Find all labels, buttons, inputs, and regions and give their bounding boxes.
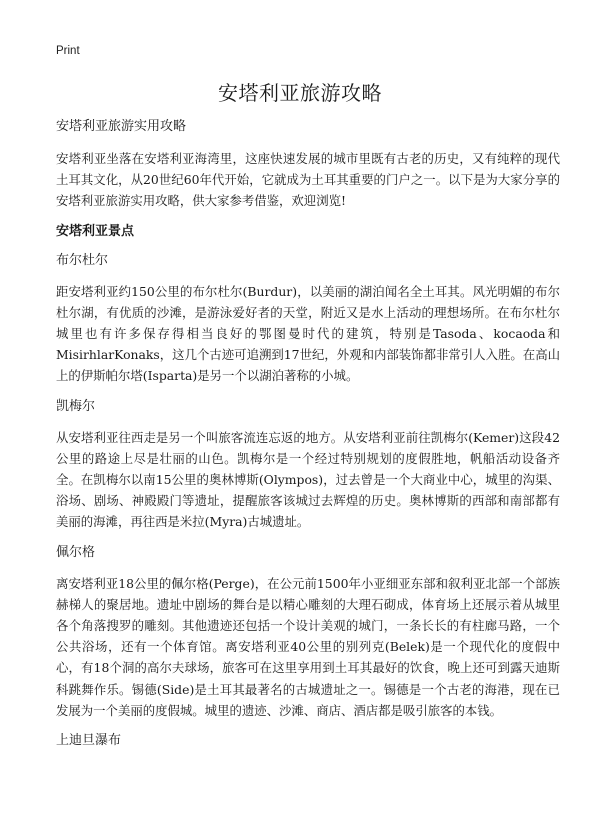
intro-paragraph: 安塔利亚坐落在安塔利亚海湾里，这座快速发展的城市里既有古老的历史，又有纯粹的现代土耳其文化，从20世纪60年代开始，它就成为土耳其重要的门户之一。以下是为大家分享的安塔利亚旅游实用攻略，供大家参考借鉴，欢迎浏览! bbox=[56, 151, 560, 209]
place-heading-burdur: 布尔杜尔 bbox=[56, 252, 109, 268]
place-heading-perge: 佩尔格 bbox=[56, 544, 96, 560]
place-paragraph-kemer: 从安塔利亚往西走是另一个叫旅客流连忘返的地方。从安塔利亚前往凯梅尔(Kemer)这段42公里的路途上尽是壮丽的山色。凯梅尔是一个经过特别规划的度假胜地，帆船活动设备齐全。在凯梅尔以南15公里的奥林博斯(Olympos)，过去曾是一个大商业中心，城里的沟渠、浴场、剧场、神殿殿门等遗址，提醒旅客该城过去辉煌的历史。奥林博斯的西部和南部都有美丽的海滩，再往西是米拉(Myra)古城遗址。 bbox=[56, 429, 560, 530]
place-heading-upper-duden-falls: 上迪旦瀑布 bbox=[56, 733, 122, 749]
place-paragraph-perge: 离安塔利亚18公里的佩尔格(Perge)，在公元前1500年小亚细亚东部和叙利亚北部一个部族赫梯人的聚居地。遗址中剧场的舞台是以精心雕刻的大理石砌成，体育场上还展示着从城里各个角落搜罗的雕刻。其他遗迹还包括一个设计美观的城门，一条长长的有柱廊马路，一个公共浴场，还有一个体育馆。离安塔利亚40公里的别列克(Belek)是一个现代化的度假中心，有18个洞的高尔夫球场，旅客可在这里享用到土耳其最好的饮食，晚上还可到露天迪斯科跳舞作乐。锡德(Side)是土耳其最著名的古城遗址之一。锡德是一个古老的海港，现在已发展为一个美丽的度假城。城里的遗迹、沙滩、商店、酒店都是吸引旅客的本钱。 bbox=[56, 575, 560, 718]
print-link[interactable]: Print bbox=[56, 45, 80, 57]
section-heading-attractions: 安塔利亚景点 bbox=[56, 223, 135, 239]
article-subtitle: 安塔利亚旅游实用攻略 bbox=[56, 119, 187, 134]
article-body bbox=[56, 118, 560, 761]
place-heading-kemer: 凯梅尔 bbox=[56, 398, 96, 414]
page-title: 安塔利亚旅游攻略 bbox=[218, 81, 382, 105]
place-paragraph-burdur: 距安塔利亚约150公里的布尔杜尔(Burdur)，以美丽的湖泊闻名全土耳其。风光明媚的布尔杜尔湖，有优质的沙滩，是游泳爱好者的天堂，附近又是水上活动的理想场所。在布尔杜尔城里也有许多保存得相当良好的鄂图曼时代的建筑，特别是Tasoda、kocaoda和MisirhlarKonaks，这几个古迹可追溯到17世纪，外观和内部装饰都非常引人入胜。在高山上的伊斯帕尔塔(Isparta)是另一个以湖泊著称的小城。 bbox=[56, 283, 560, 384]
